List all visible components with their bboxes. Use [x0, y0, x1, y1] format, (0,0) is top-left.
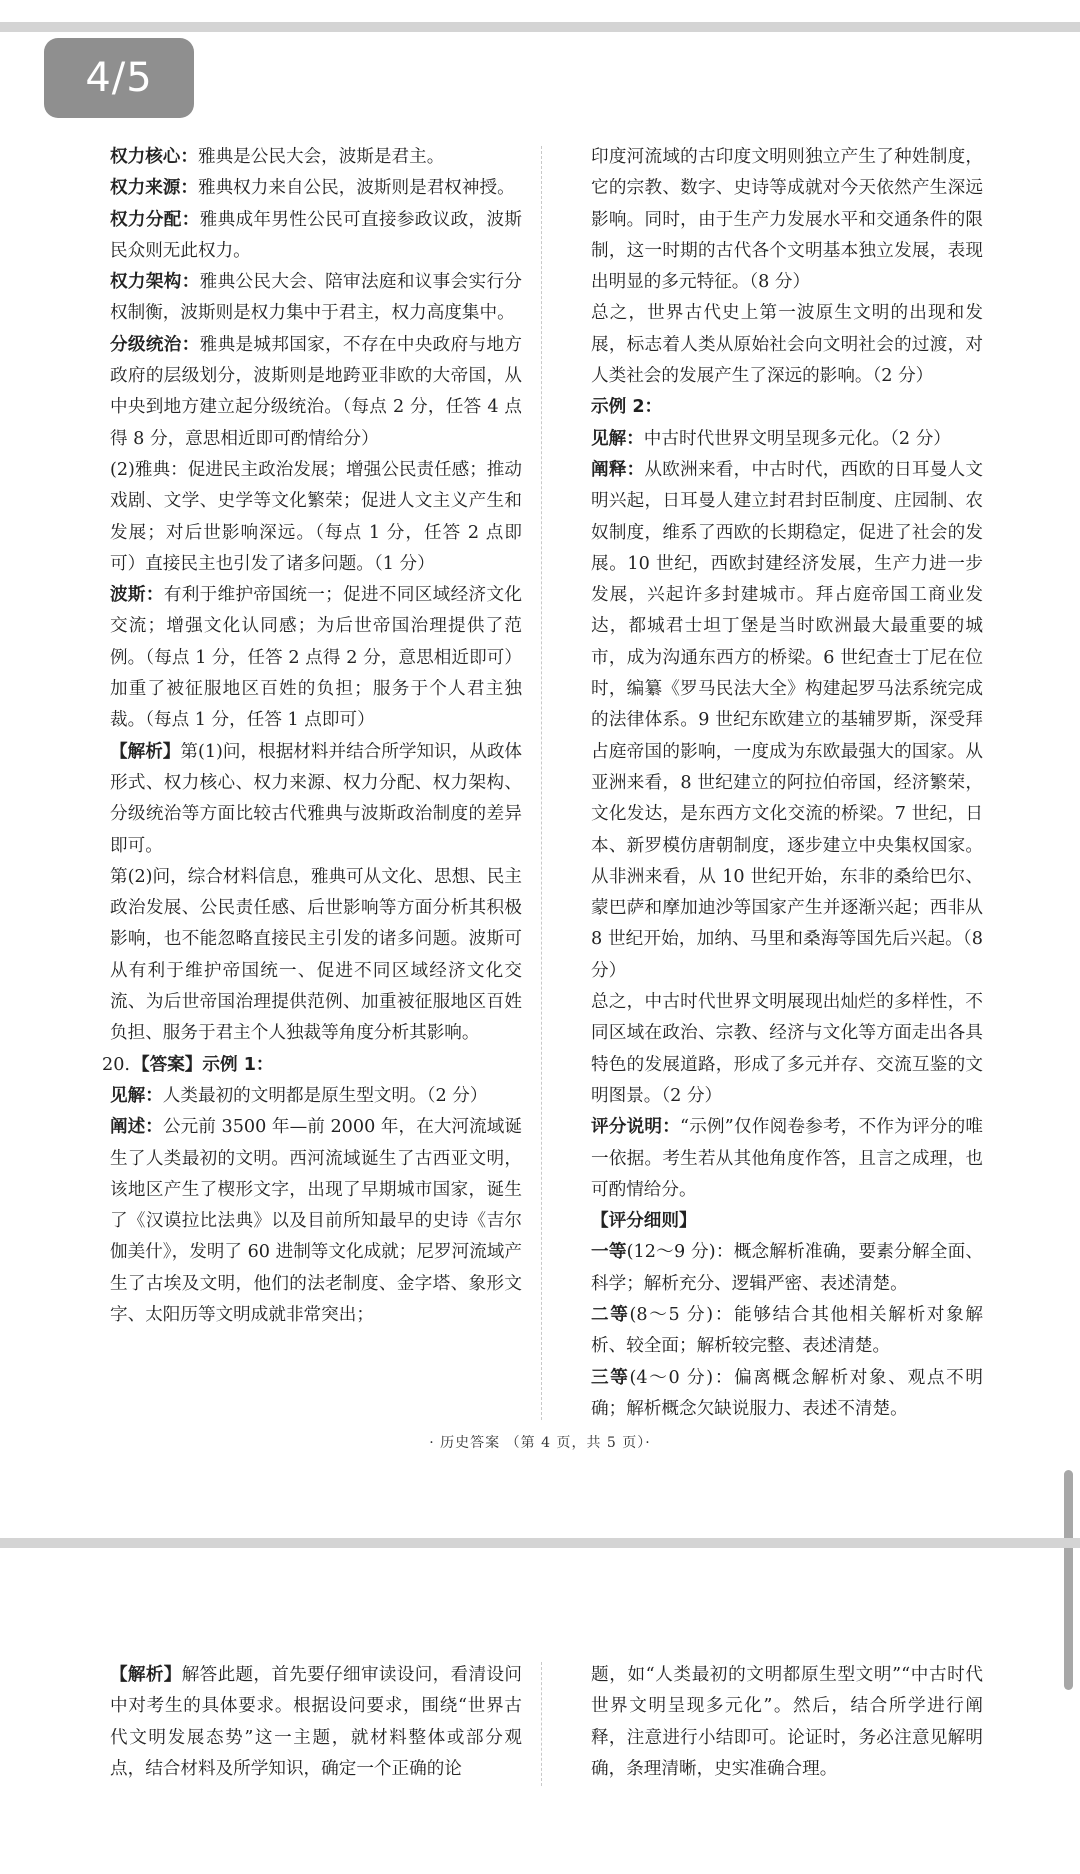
paragraph-text: (2)雅典：促进民主政治发展；增强公民责任感；推动戏剧、文学、史学等文化繁荣；促进人文主义产生和发展；对后世影响深远。（每点 1 分，任答 2 点即可）直接民主也引发了诸多问题。（1 分） — [110, 459, 522, 574]
text-paragraph — [591, 987, 983, 1112]
paragraph-text: 题，如“人类最初的文明都原生型文明”“中古时代世界文明呈现多元化”。然后，结合所学进行阐释，注意进行小结即可。论证时，务必注意见解明确，条理清晰，史实准确合理。 — [591, 1665, 983, 1779]
paragraph-text: 人类最初的文明都是原生型文明。（2 分） — [162, 1085, 488, 1106]
paragraph-label: 见解： — [110, 1085, 163, 1106]
scrollbar-thumb[interactable] — [1064, 1470, 1073, 1690]
paragraph-label: 见解： — [591, 428, 644, 449]
text-paragraph — [110, 1112, 522, 1331]
text-paragraph — [591, 424, 983, 455]
paragraph-label: 权力来源： — [110, 178, 198, 199]
text-paragraph — [110, 580, 522, 736]
text-paragraph — [110, 330, 522, 455]
text-paragraph — [110, 455, 522, 580]
paragraph-text: 雅典是公民大会，波斯是君主。 — [197, 147, 445, 167]
right-column — [591, 142, 983, 1425]
paragraph-text: 中古时代世界文明呈现多元化。（2 分） — [643, 428, 951, 449]
paragraph-text: 解答此题，首先要仔细审读设问，看清设问中对考生的具体要求。根据设问要求，围绕“世界古代文明发展态势”这一主题，就材料整体或部分观点，结合材料及所学知识，确定一个正确的论 — [110, 1665, 522, 1779]
paragraph-label: 【解析】 — [110, 741, 181, 762]
paragraph-label: 一等 — [591, 1242, 627, 1263]
text-paragraph — [591, 1300, 983, 1363]
paragraph-label: 二等 — [591, 1304, 630, 1325]
paragraph-label: 三等 — [591, 1367, 630, 1388]
text-paragraph — [591, 455, 983, 987]
text-paragraph — [591, 1237, 983, 1300]
paragraph-text: 从欧洲来看，中古时代，西欧的日耳曼人文明兴起，日耳曼人建立封君封臣制度、庄园制、农奴制度，维系了西欧的长期稳定，促进了社会的发展。10 世纪，西欧封建经济发展，生产力进一步发展，兴起许多封建城市。拜占庭帝国工商业发达，都城君士坦丁堡是当时欧洲最大最重要的城市，成为沟通东西方的桥梁。6 世纪查士丁尼在位时，编纂《罗马民法大全》构建起罗马法系统完成的法律体系。9 世纪东欧建立的基辅罗斯，深受拜占庭帝国的影响，一度成为东欧最强大的国家。从亚洲来看，8 世纪建立的阿拉伯帝国，经济繁荣，文化发达，是东西方文化交流的桥梁。7 世纪，日本、新罗模仿唐朝制度，逐步建立中央集权国家。从非洲来看，从 10 世纪开始，东非的桑给巴尔、蒙巴萨和摩加迪沙等国家产生并逐渐兴起；西非从 8 世纪开始，加纳、马里和桑海等国先后兴起。（8 分） — [591, 459, 983, 981]
paragraph-label: 评分说明： — [591, 1117, 680, 1138]
next-page-right-column — [591, 1660, 983, 1785]
paragraph-label: 示例 2： — [591, 397, 663, 418]
paragraph-text: (12～9 分)：概念解析准确，要素分解全面、科学；解析充分、逻辑严密、表述清楚。 — [591, 1242, 983, 1294]
paragraph-text: 雅典成年男性公民可直接参政议政，波斯民众则无此权力。 — [110, 209, 522, 261]
text-paragraph — [591, 1363, 983, 1426]
paragraph-label: 分级统治： — [110, 334, 200, 355]
text-paragraph — [591, 1112, 983, 1206]
text-paragraph — [110, 737, 522, 862]
paragraph-label: 阐释： — [591, 459, 645, 480]
text-paragraph — [591, 298, 983, 392]
text-paragraph — [591, 392, 983, 423]
paragraph-text: 雅典公民大会、陪审法庭和议事会实行分权制衡，波斯则是权力集中于君主，权力高度集中。 — [110, 272, 522, 324]
paragraph-text: 印度河流域的古印度文明则独立产生了种姓制度，它的宗教、数字、史诗等成就对今天依然产生深远影响。同时，由于生产力发展水平和交通条件的限制，这一时期的古代各个文明基本独立发展，表现出明显的多元特征。（8 分） — [591, 147, 983, 293]
paragraph-text: 雅典权力来自公民，波斯则是君权神授。 — [197, 178, 515, 199]
next-page-column-divider — [541, 1662, 542, 1786]
text-paragraph — [110, 862, 522, 1050]
paragraph-text: 公元前 3500 年—前 2000 年，在大河流域诞生了人类最初的文明。西河流域诞生了古西亚文明，该地区产生了楔形文字，出现了早期城市国家，诞生了《汉谟拉比法典》以及目前所知最早的史诗《吉尔伽美什》，发明了 60 进制等文化成就；尼罗河流域产生了古埃及文明，他们的法老制度、金字塔、象形文字、太阳历等文明成就非常突出； — [110, 1117, 522, 1325]
paragraph-text: 总之，世界古代史上第一波原生文明的出现和发展，标志着人类从原始社会向文明社会的过渡，对人类社会的发展产生了深远的影响。（2 分） — [591, 303, 983, 387]
paragraph-label: 波斯： — [110, 585, 164, 606]
paragraph-label: 阐述： — [110, 1117, 163, 1138]
page-footer: · 历史答案 （第 4 页，共 5 页）· — [429, 1435, 651, 1451]
page-indicator: 4/5 — [44, 38, 194, 118]
paragraph-label: 权力架构： — [110, 272, 200, 293]
next-page-left-column — [110, 1660, 522, 1785]
paragraph-label: 权力核心： — [110, 147, 198, 167]
paragraph-label: 【解析】 — [110, 1665, 182, 1685]
paragraph-text: 第(2)问，综合材料信息，雅典可从文化、思想、民主政治发展、公民责任感、后世影响等方面分析其积极影响，也不能忽略直接民主引发的诸多问题。波斯可从有利于维护帝国统一、促进不同区域经济文化交流、为后世帝国治理提供范例、加重被征服地区百姓负担、服务于君主个人独裁等角度分析其影响。 — [110, 866, 522, 1044]
paragraph-text: (4～0 分)：偏离概念解析对象、观点不明确；解析概念欠缺说服力、表述不清楚。 — [591, 1367, 983, 1419]
paragraph-label: 【评分细则】 — [591, 1211, 697, 1232]
text-paragraph — [110, 1081, 522, 1112]
paragraph-text: 雅典是城邦国家，不存在中央政府与地方政府的层级划分，波斯则是地跨亚非欧的大帝国，从中央到地方建立起分级统治。（每点 2 分，任答 4 点得 8 分，意思相近即可酌情给分） — [110, 334, 522, 449]
paragraph-text: 第(1)问，根据材料并结合所学知识，从政体形式、权力核心、权力来源、权力分配、权力架构、分级统治等方面比较古代雅典与波斯政治制度的差异即可。 — [110, 741, 523, 856]
page-separator — [0, 1538, 1080, 1548]
text-paragraph — [110, 173, 522, 204]
paragraph-text: 有利于维护帝国统一；促进不同区域经济文化交流；增强文化认同感；为后世帝国治理提供了范例。（每点 1 分，任答 2 点得 2 分，意思相近即可）加重了被征服地区百姓的负担；服务于个人君主独裁。（每点 1 分，任答 1 点即可） — [110, 585, 522, 731]
text-paragraph — [591, 142, 983, 298]
paragraph-text: “示例”仅作阅卷参考，不作为评分的唯一依据。考生若从其他角度作答，且言之成理，也可酌情给分。 — [591, 1117, 983, 1200]
left-column — [102, 142, 523, 1331]
top-separator — [0, 22, 1080, 32]
paragraph-text: 总之，中古时代世界文明展现出灿烂的多样性，不同区域在政治、宗教、经济与文化等方面走出各具特色的发展道路，形成了多元并存、交流互鉴的文明图景。（2 分） — [591, 992, 983, 1106]
text-paragraph — [110, 205, 522, 268]
paragraph-text: (8～5 分)：能够结合其他相关解析对象解析、较全面；解析较完整、表述清楚。 — [591, 1304, 983, 1357]
paragraph-label: 权力分配： — [110, 209, 200, 230]
q20-heading: 20. 【答案】示例 1： — [102, 1054, 274, 1075]
text-paragraph — [110, 267, 522, 330]
column-divider — [541, 146, 542, 1420]
text-paragraph — [591, 1660, 983, 1785]
text-paragraph — [591, 1206, 983, 1237]
text-paragraph — [110, 1660, 522, 1785]
text-paragraph — [110, 142, 522, 173]
